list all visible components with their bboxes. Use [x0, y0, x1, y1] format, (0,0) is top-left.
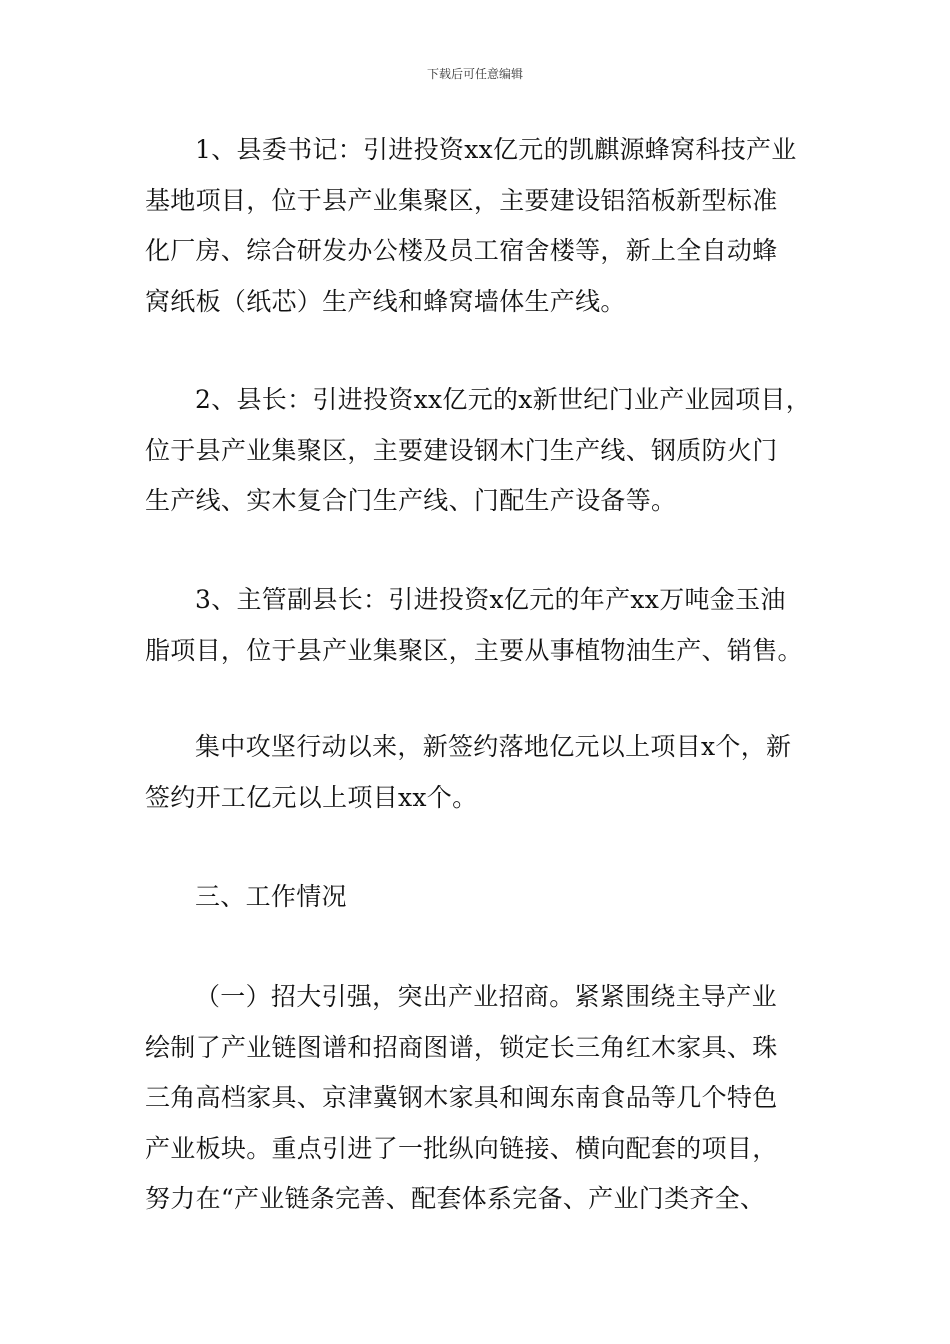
paragraph-line: 脂项目，位于县产业集聚区，主要从事植物油生产、销售。	[145, 635, 803, 665]
paragraph-1	[145, 125, 815, 327]
paragraph-line: 位于县产业集聚区，主要建设钢木门生产线、钢质防火门	[145, 435, 778, 465]
section-heading: 三、工作情况	[195, 882, 347, 911]
paragraph-3	[145, 575, 815, 676]
paragraph-line: 基地项目，位于县产业集聚区，主要建设铝箔板新型标准	[145, 185, 778, 215]
paragraph-line: 1、县委书记：引进投资xx亿元的凯麒源蜂窝科技产业	[195, 135, 797, 164]
paragraph-line: 窝纸板（纸芯）生产线和蜂窝墙体生产线。	[145, 286, 626, 316]
paragraph-line: 化厂房、综合研发办公楼及员工宿舍楼等，新上全自动蜂	[145, 236, 778, 265]
paragraph-line: 3、主管副县长：引进投资x亿元的年产xx万吨金玉油	[195, 585, 786, 614]
paragraph-5	[145, 972, 815, 1225]
paragraph-4	[145, 722, 815, 823]
paragraph-line: 三角高档家具、京津冀钢木家具和闽东南食品等几个特色	[145, 1083, 778, 1112]
paragraph-line: （一）招大引强，突出产业招商。紧紧围绕主导产业	[195, 982, 777, 1011]
page-header: 下载后可任意编辑	[426, 67, 523, 81]
paragraph-line: 集中攻坚行动以来，新签约落地亿元以上项目x个，新	[195, 732, 792, 761]
paragraph-line: 产业板块。重点引进了一批纵向链接、横向配套的项目，	[145, 1133, 778, 1163]
paragraph-line: 努力在“产业链条完善、配套体系完备、产业门类齐全、	[145, 1184, 766, 1213]
paragraph-line: 签约开工亿元以上项目xx个。	[145, 782, 478, 812]
paragraph-line: 绘制了产业链图谱和招商图谱，锁定长三角红木家具、珠	[145, 1032, 778, 1062]
paragraph-line: 2、县长：引进投资xx亿元的x新世纪门业产业园项目，	[195, 385, 812, 414]
paragraph-line: 生产线、实木复合门生产线、门配生产设备等。	[145, 486, 677, 515]
paragraph-2	[145, 375, 815, 527]
